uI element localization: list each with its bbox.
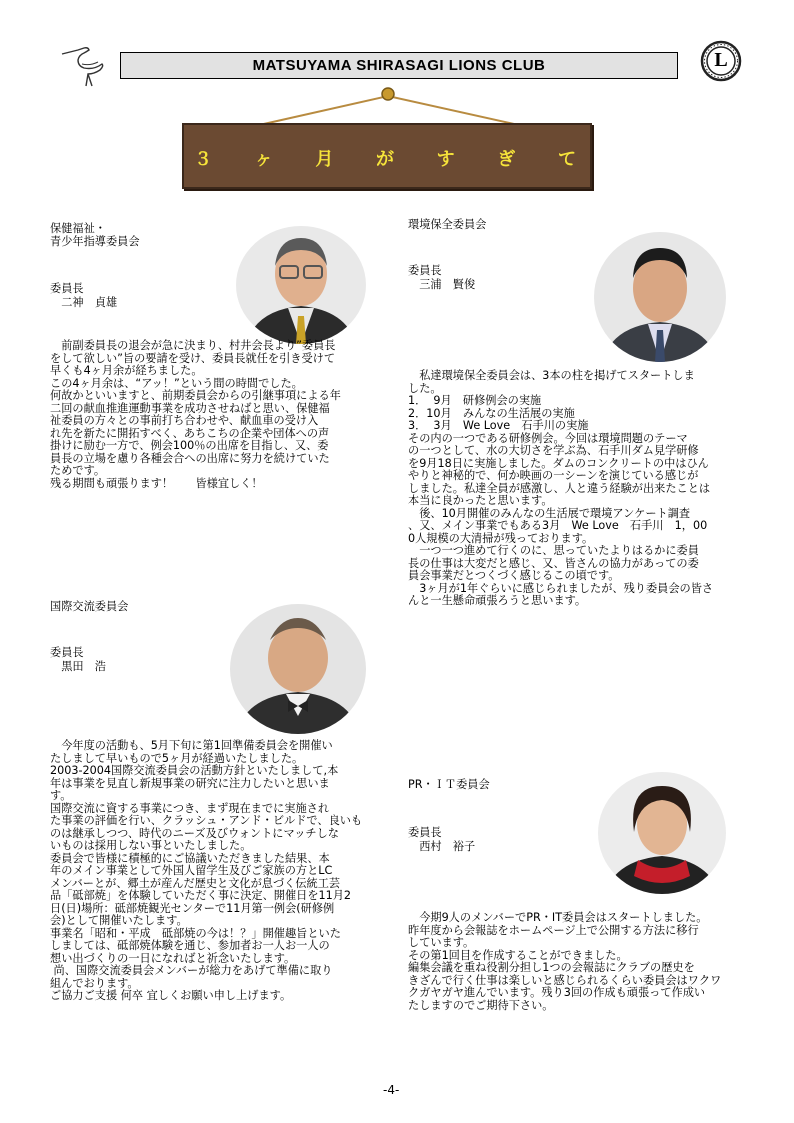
chair-title-hoken: 委員長	[50, 282, 84, 295]
club-name-banner	[120, 52, 678, 79]
sign-char: ３	[194, 149, 212, 170]
body-text-kokusai: 今年度の活動も、5月下旬に第1回準備委員会を開催い たしまして早いもので5ヶ月が経過いたしました。 2003-2004国際交流委員会の活動方針といたしまして,本 年は事業を見直し新規事業の研究に注力したいと思いま す。 国際交流に資する事業につき、まず現在までに実施され た事業の評価を行い、クラッシュ・アンド・ビルドで、良いも のは継承しつつ、時代のニーズ及びウォントにマッチしな いものは採用しない事といたしました。 委員会で皆様に積極的にご協議いただきました結果、本 年のメイン事業として外国人留学生及びご家族の方とLC メンバーとが、郷土が産んだ歴史と文化が息づく伝統工芸 品「砥部焼」を体験していただく事に決定、開催日を11月2 日(日)場所：砥部焼観光センターで11月第一例会(研修例 会)として開催いたします。 事業名「昭和・平成 砥部焼の今は！？」開催趣旨といた しましては、砥部焼体験を通じ、参加者お一人お一人の 想い出づくりの一日になればと祈念いたします。 尚、国際交流委員会メンバーが総力をあげて準備に取り 組んでおります。 ご協力ご支援 何卒 宜しくお願い申し上げます。	[50, 739, 363, 1002]
lions-logo-letter: L	[714, 49, 728, 71]
sign-char: ぎ	[497, 149, 516, 170]
chair-name-kankyo: 三浦 賢俊	[408, 278, 476, 291]
committee-name-kankyo: 環境保全委員会	[408, 218, 487, 231]
committee-name-hoken: 保健福祉・ 青少年指導委員会	[50, 222, 140, 249]
sign-char: 月	[315, 149, 334, 170]
body-text-kankyo: 私達環境保全委員会は、3本の柱を掲げてスタートしま した。 1． 9月 研修例会の実施 2．10月 みんなの生活展の実施 3． 3月 We Love 石手川の実施 その内の一つである研修例会。今回は環境問題のテーマ の一つとして、水の大切さを学ぶ為、石手川ダム見学研修 を9月18日に実施しました。ダムのコンクリートの中はひん やりと神秘的で、何か映画の一シーンを演じている感じが しました。私達全員が感激し、人と違う経験が出来たことは 本当に良かったと思います。 後、10月開催のみんなの生活展で環境アンケート調査 、又、メイン事業でもある3月 We Love 石手川 1，00 0人規模の大清掃が残っております。 一つ一つ進めて行くのに、思っていたよりはるかに委員 長の仕事は大変だと感じ、又、皆さんの協力があっての委 員会事業だとつくづく感じるこの頃です。 3ヶ月が1年ぐらいに感じられましたが、残り委員会の皆さ んと一生懸命頑張ろうと思います。	[408, 369, 714, 607]
chair-name-kokusai: 黒田 浩	[50, 660, 106, 673]
sign-char: が	[375, 149, 394, 170]
club-name: MATSUYAMA SHIRASAGI LIONS CLUB	[252, 57, 546, 74]
body-text-pr: 今期9人のメンバーでPR・IT委員会はスタートしました。 昨年度から会報誌をホームページ上で公開する方法に移行 しています。 その第1回目を作成することができました。 編集会議を重ね役割分担し1つの会報誌にクラブの歴史を きざんで行く仕事は楽しいと感じられるくらい委員会はワクワ クガヤガヤ進んでいます。残り3回の作成も頑張って作成い たしますのでご期待下さい。	[408, 911, 722, 1012]
sign-title	[184, 145, 590, 171]
committee-name-pr: PR・ＩＴ委員会	[408, 778, 490, 791]
portrait-photo-miura	[594, 232, 726, 362]
sign-char: て	[557, 149, 576, 170]
heron-logo	[58, 40, 110, 92]
sign-char: す	[436, 149, 455, 170]
page-number: -4-	[383, 1083, 400, 1097]
chair-title-pr: 委員長	[408, 826, 442, 839]
chair-title-kokusai: 委員長	[50, 646, 84, 659]
portrait-photo-futagami	[236, 226, 366, 344]
chair-name-pr: 西村 裕子	[408, 840, 476, 853]
committee-name-kokusai: 国際交流委員会	[50, 600, 129, 613]
chair-name-hoken: 二神 貞雄	[50, 296, 118, 309]
chair-title-kankyo: 委員長	[408, 264, 442, 277]
sign-char: ヶ	[254, 149, 273, 170]
title-sign	[182, 123, 592, 189]
body-text-hoken: 前副委員長の退会が急に決まり、村井会長より”委員長 をして欲しい”旨の要請を受け、委員長就任を引き受けて 早くも4ヶ月余が経ちました。 この4ヶ月余は、“アッ！”という間の時間でした。 何故かといいますと、前期委員会からの引継事項による年 二回の献血推進運動事業を成功させねばと思い、保健福 祉委員の方々との事前打ち合わせや、献血車の受け入 れ先を新たに開拓すべく、あちこちの企業や団体への声 掛けに励む一方で、例会100％の出席を目指し、又、委 員長の立場を慮り各種会合への出席に努力を続けていた ためです。 残る期間も頑張ります！ 皆様宜しく！	[50, 339, 341, 490]
portrait-photo-kuroda	[230, 604, 366, 734]
portrait-photo-nishimura	[598, 772, 726, 894]
